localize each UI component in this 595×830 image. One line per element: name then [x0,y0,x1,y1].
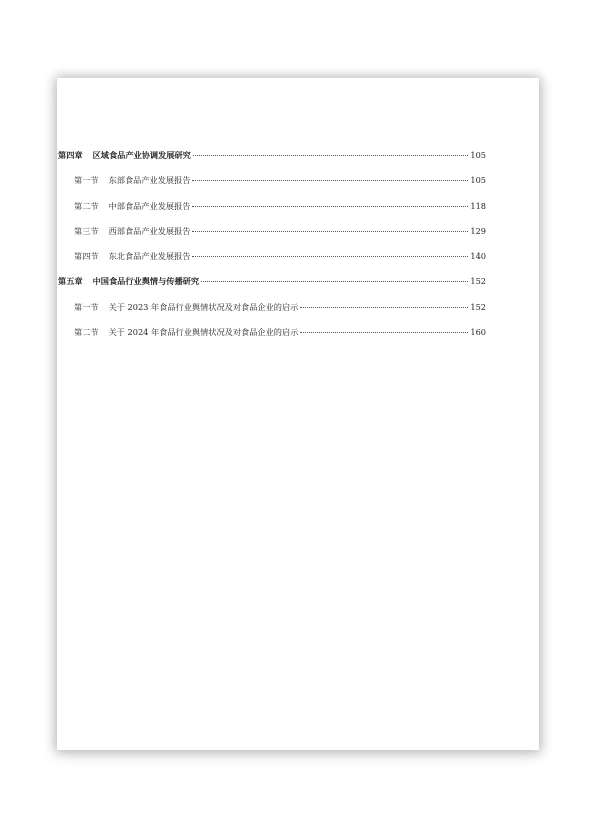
toc-label: 第三节 [74,225,99,236]
toc-title: 西部食品产业发展报告 [108,225,191,236]
dot-leader [300,307,468,308]
toc-section-4-2[interactable] [58,201,486,226]
toc-section-5-1[interactable] [58,302,486,327]
table-of-contents [58,150,486,352]
toc-page-number: 140 [470,251,486,262]
toc-page-number: 105 [470,175,486,186]
toc-chapter-4[interactable] [58,150,486,175]
dot-leader [192,256,468,257]
toc-section-4-3[interactable] [58,226,486,251]
toc-label: 第二节 [74,327,99,338]
toc-page-number: 152 [470,276,486,287]
dot-leader [201,281,468,282]
dot-leader [192,231,468,232]
toc-page-number: 118 [470,200,486,211]
toc-title: 中国食品行业舆情与传播研究 [92,276,200,287]
dot-leader [192,206,468,207]
toc-title: 东部食品产业发展报告 [108,175,191,186]
toc-section-4-4[interactable] [58,251,486,276]
toc-page-number: 152 [470,301,486,312]
toc-label: 第二节 [74,200,99,211]
dot-leader [300,332,468,333]
dot-leader [193,155,469,156]
toc-title: 关于 2024 年食品行业舆情状况及对食品企业的启示 [108,327,299,338]
toc-page-number: 160 [470,327,486,338]
toc-page-number: 105 [470,150,486,160]
toc-label: 第一节 [74,301,99,312]
toc-title: 中部食品产业发展报告 [108,200,191,211]
toc-section-5-2[interactable] [58,327,486,352]
toc-title: 关于 2023 年食品行业舆情状况及对食品企业的启示 [108,301,299,312]
toc-label: 第四章 [58,150,83,160]
toc-label: 第四节 [74,251,99,262]
dot-leader [192,180,468,181]
toc-section-4-1[interactable] [58,175,486,200]
toc-chapter-5[interactable] [58,276,486,301]
toc-title: 东北食品产业发展报告 [108,251,191,262]
toc-title: 区域食品产业协调发展研究 [92,150,191,160]
toc-label: 第五章 [58,276,83,287]
toc-page-number: 129 [470,225,486,236]
toc-label: 第一节 [74,175,99,186]
